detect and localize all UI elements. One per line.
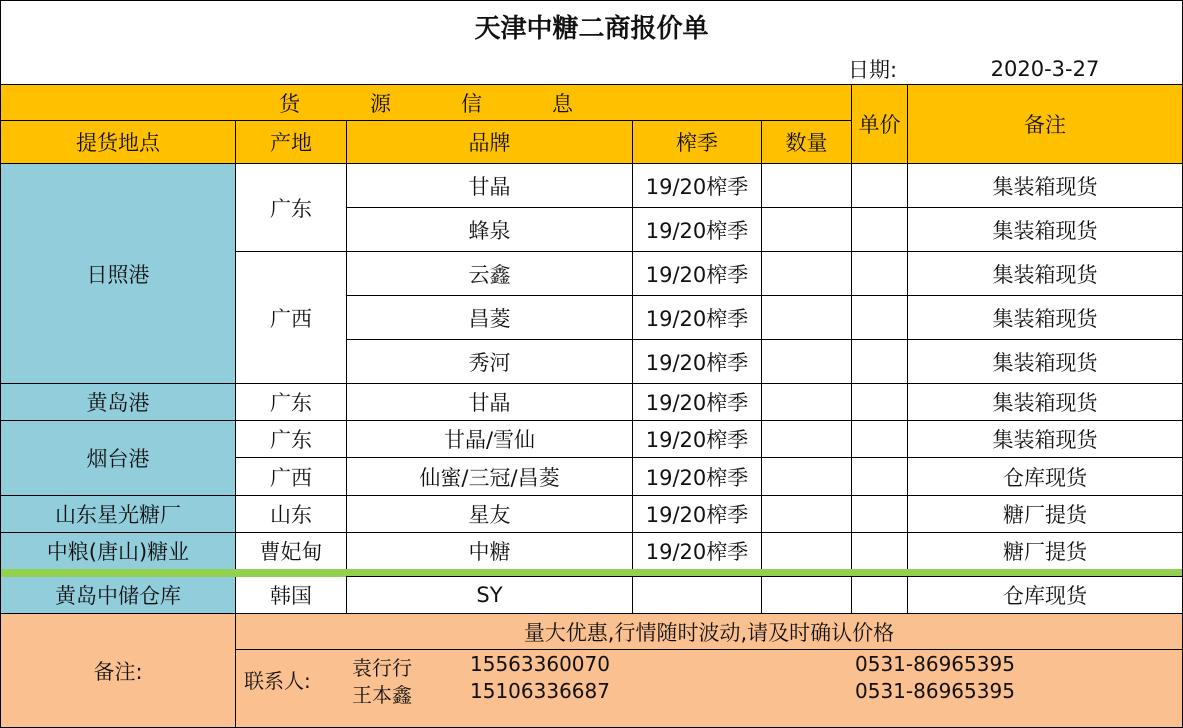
price-cell bbox=[851, 207, 908, 252]
price-cell bbox=[851, 532, 908, 570]
season-cell: 19/20榨季 bbox=[632, 532, 762, 570]
remark-cell: 集装箱现货 bbox=[907, 207, 1183, 252]
origin-cell: 山东 bbox=[235, 495, 347, 533]
location-shandong-xingguang: 山东星光糖厂 bbox=[0, 495, 236, 533]
location-zhongliang: 中粮(唐山)糖业 bbox=[0, 532, 236, 570]
season-cell bbox=[632, 576, 762, 614]
brand-cell: 蜂泉 bbox=[346, 207, 633, 252]
header-unit-price: 单价 bbox=[851, 84, 908, 164]
location-yantai: 烟台港 bbox=[0, 420, 236, 496]
header-group-char-1: 货 bbox=[279, 91, 300, 116]
footer-label: 备注: bbox=[0, 613, 236, 728]
contact-name: 袁行行 bbox=[352, 656, 412, 680]
brand-cell: 甘晶 bbox=[346, 163, 633, 208]
contact-phone: 0531-86965395 bbox=[855, 652, 1015, 676]
brand-cell: 秀河 bbox=[346, 339, 633, 384]
remark-cell: 集装箱现货 bbox=[907, 420, 1183, 458]
header-group-char-2: 源 bbox=[370, 91, 391, 116]
brand-cell: 中糖 bbox=[346, 532, 633, 570]
remark-cell: 集装箱现货 bbox=[907, 295, 1183, 340]
header-group-char-3: 信 bbox=[461, 91, 482, 116]
quantity-cell bbox=[761, 251, 852, 296]
brand-cell: SY bbox=[346, 576, 633, 614]
quantity-cell bbox=[761, 495, 852, 533]
remark-cell: 糖厂提货 bbox=[907, 495, 1183, 533]
price-cell bbox=[851, 295, 908, 340]
season-cell: 19/20榨季 bbox=[632, 251, 762, 296]
quantity-cell bbox=[761, 163, 852, 208]
header-quantity: 数量 bbox=[761, 120, 852, 164]
remark-cell: 集装箱现货 bbox=[907, 163, 1183, 208]
season-cell: 19/20榨季 bbox=[632, 207, 762, 252]
price-cell bbox=[851, 251, 908, 296]
season-cell: 19/20榨季 bbox=[632, 495, 762, 533]
season-cell: 19/20榨季 bbox=[632, 457, 762, 496]
header-brand: 品牌 bbox=[346, 120, 633, 164]
remark-cell: 糖厂提货 bbox=[907, 532, 1183, 570]
season-cell: 19/20榨季 bbox=[632, 295, 762, 340]
location-rizhao: 日照港 bbox=[0, 163, 236, 384]
origin-cell: 广西 bbox=[235, 457, 347, 496]
remark-cell: 集装箱现货 bbox=[907, 339, 1183, 384]
season-cell: 19/20榨季 bbox=[632, 163, 762, 208]
remark-cell: 仓库现货 bbox=[907, 457, 1183, 496]
price-cell bbox=[851, 420, 908, 458]
quantity-cell bbox=[761, 576, 852, 614]
contact-mobile: 15563360070 bbox=[470, 652, 610, 676]
contact-phone: 0531-86965395 bbox=[855, 679, 1015, 703]
origin-cell: 曹妃甸 bbox=[235, 532, 347, 570]
quantity-cell bbox=[761, 383, 852, 421]
quantity-cell bbox=[761, 420, 852, 458]
origin-cell: 广东 bbox=[235, 420, 347, 458]
footer-notice: 量大优惠,行情随时波动,请及时确认价格 bbox=[235, 613, 1183, 650]
brand-cell: 甘晶 bbox=[346, 383, 633, 421]
season-cell: 19/20榨季 bbox=[632, 383, 762, 421]
header-location: 提货地点 bbox=[0, 120, 236, 164]
price-cell bbox=[851, 383, 908, 421]
quantity-cell bbox=[761, 295, 852, 340]
price-cell bbox=[851, 163, 908, 208]
brand-cell: 云鑫 bbox=[346, 251, 633, 296]
quantity-cell bbox=[761, 532, 852, 570]
origin-cell: 广西 bbox=[235, 251, 347, 384]
date-label: 日期: bbox=[848, 57, 898, 82]
brand-cell: 星友 bbox=[346, 495, 633, 533]
price-cell bbox=[851, 495, 908, 533]
origin-cell: 广东 bbox=[235, 383, 347, 421]
contact-label: 联系人: bbox=[244, 669, 311, 693]
contact-mobile: 15106336687 bbox=[470, 679, 610, 703]
contact-name: 王本鑫 bbox=[352, 683, 412, 707]
remark-cell: 仓库现货 bbox=[907, 576, 1183, 614]
header-origin: 产地 bbox=[235, 120, 347, 164]
remark-cell: 集装箱现货 bbox=[907, 383, 1183, 421]
brand-cell: 昌菱 bbox=[346, 295, 633, 340]
brand-cell: 仙蜜/三冠/昌菱 bbox=[346, 457, 633, 496]
date-value: 2020-3-27 bbox=[990, 56, 1100, 81]
header-remark: 备注 bbox=[907, 84, 1183, 164]
origin-cell: 广东 bbox=[235, 163, 347, 252]
location-huangdao: 黄岛港 bbox=[0, 383, 236, 421]
header-group bbox=[0, 84, 852, 121]
price-cell bbox=[851, 457, 908, 496]
season-cell: 19/20榨季 bbox=[632, 339, 762, 384]
origin-cell: 韩国 bbox=[235, 576, 347, 614]
quantity-cell bbox=[761, 457, 852, 496]
season-cell: 19/20榨季 bbox=[632, 420, 762, 458]
remark-cell: 集装箱现货 bbox=[907, 251, 1183, 296]
sheet-title: 天津中糖二商报价单 bbox=[0, 0, 1183, 52]
header-season: 榨季 bbox=[632, 120, 762, 164]
location-huangdao-zhongchu: 黄岛中储仓库 bbox=[0, 576, 236, 614]
price-cell bbox=[851, 339, 908, 384]
quantity-cell bbox=[761, 207, 852, 252]
header-group-char-4: 息 bbox=[552, 91, 573, 116]
price-cell bbox=[851, 576, 908, 614]
brand-cell: 甘晶/雪仙 bbox=[346, 420, 633, 458]
quantity-cell bbox=[761, 339, 852, 384]
